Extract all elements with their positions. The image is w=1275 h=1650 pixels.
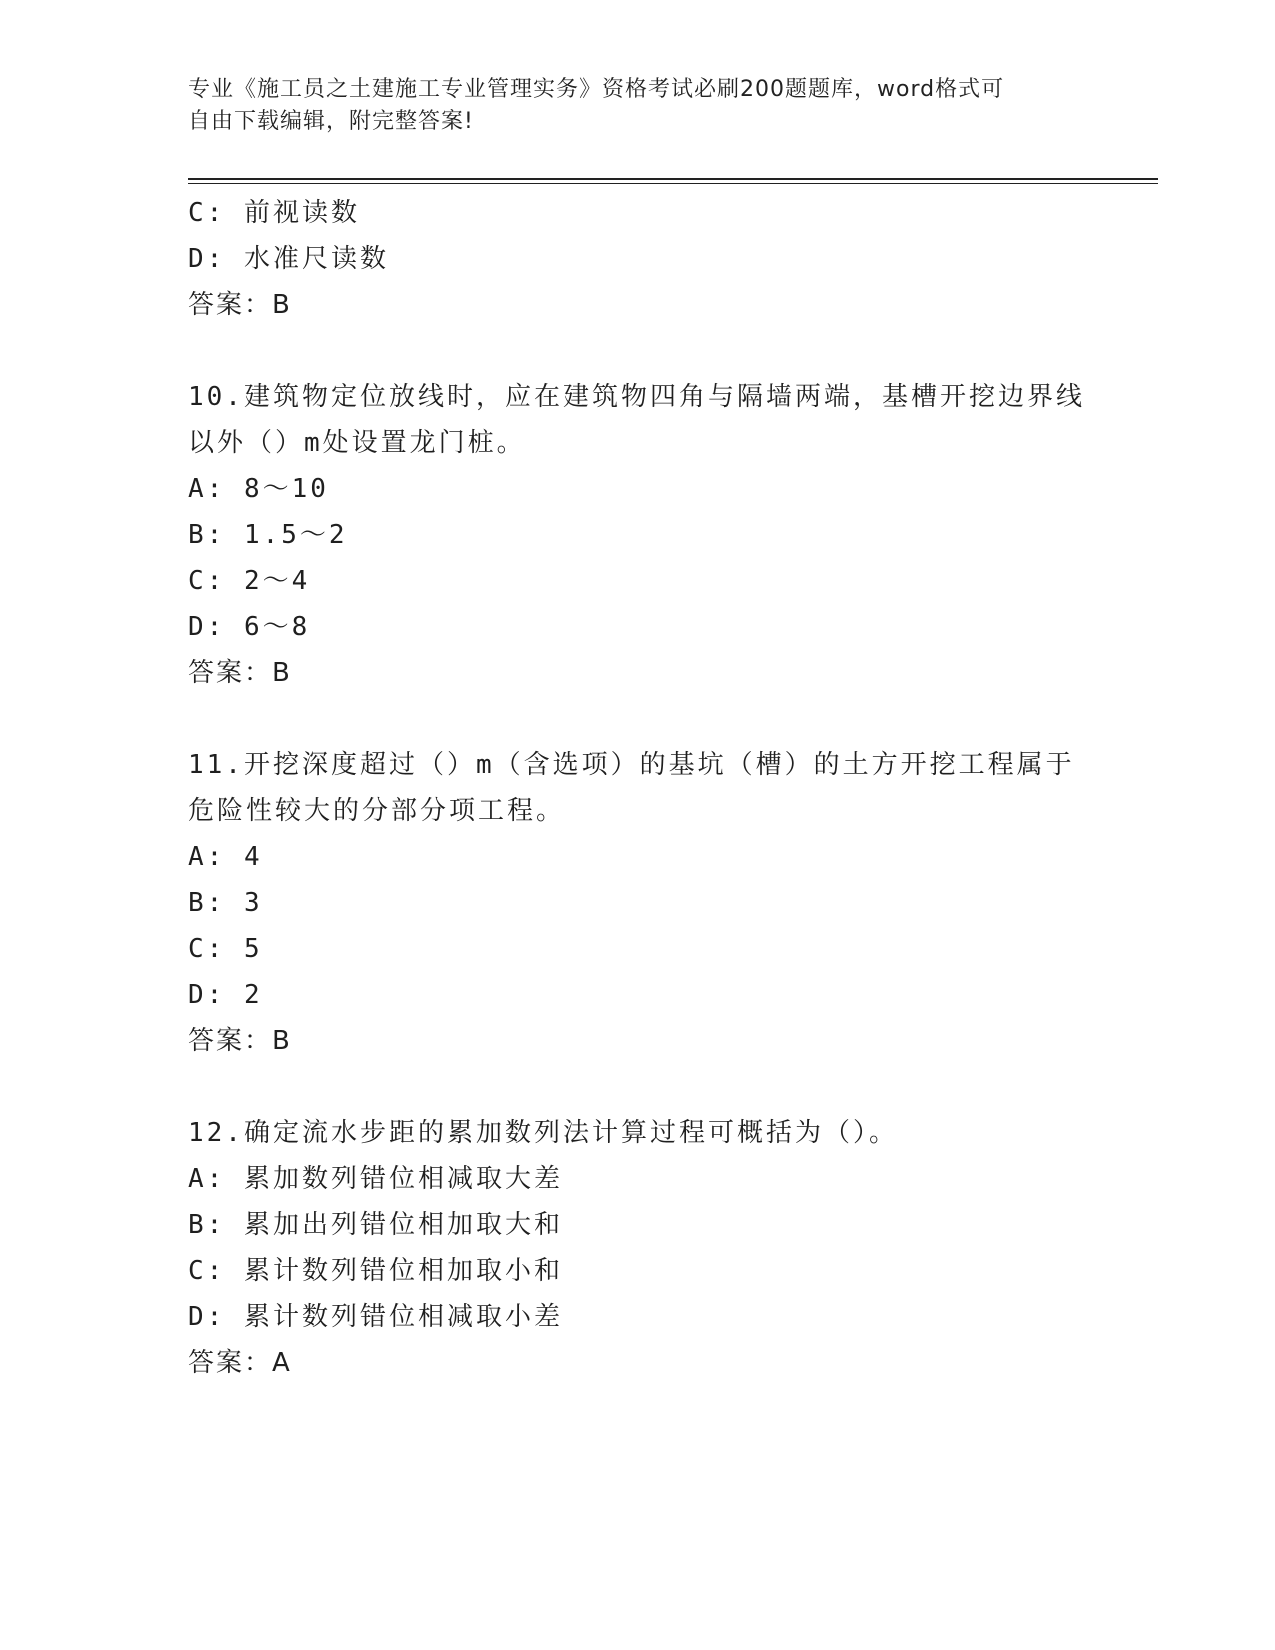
page-header (188, 74, 1088, 138)
option-line: C: 前视读数 (188, 198, 360, 228)
answer-line: 答案：B (188, 290, 292, 320)
question-content (188, 190, 1128, 1386)
header-rule-thick (188, 178, 1158, 180)
option-line: D: 6～8 (188, 612, 311, 642)
option-line: D: 2 (188, 980, 263, 1010)
spacer (188, 696, 1128, 742)
spacer (188, 1064, 1128, 1110)
answer-line: 答案：B (188, 1026, 292, 1056)
option-line: D: 累计数列错位相减取小差 (188, 1302, 563, 1332)
header-line-1: 专业《施工员之土建施工专业管理实务》资格考试必刷200题题库，word格式可 (188, 77, 1005, 102)
question-stem: 以外（）m处设置龙门桩。 (188, 428, 526, 458)
question-stem: 11.开挖深度超过（）m（含选项）的基坑（槽）的土方开挖工程属于 (188, 750, 1075, 780)
answer-line: 答案：A (188, 1348, 292, 1378)
option-line: C: 5 (188, 934, 263, 964)
answer-line: 答案：B (188, 658, 292, 688)
question-stem: 10.建筑物定位放线时，应在建筑物四角与隔墙两端，基槽开挖边界线 (188, 382, 1085, 412)
header-line-2: 自由下载编辑，附完整答案! (188, 109, 474, 134)
option-line: B: 1.5～2 (188, 520, 348, 550)
question-stem: 12.确定流水步距的累加数列法计算过程可概括为（）。 (188, 1118, 898, 1148)
option-line: A: 累加数列错位相减取大差 (188, 1164, 563, 1194)
option-line: B: 累加出列错位相加取大和 (188, 1210, 563, 1240)
question-stem: 危险性较大的分部分项工程。 (188, 796, 566, 826)
option-line: C: 累计数列错位相加取小和 (188, 1256, 563, 1286)
spacer (188, 328, 1128, 374)
option-line: D: 水准尺读数 (188, 244, 389, 274)
option-line: B: 3 (188, 888, 263, 918)
option-line: C: 2～4 (188, 566, 311, 596)
option-line: A: 8～10 (188, 474, 329, 504)
header-rule-thin (188, 183, 1158, 184)
option-line: A: 4 (188, 842, 263, 872)
